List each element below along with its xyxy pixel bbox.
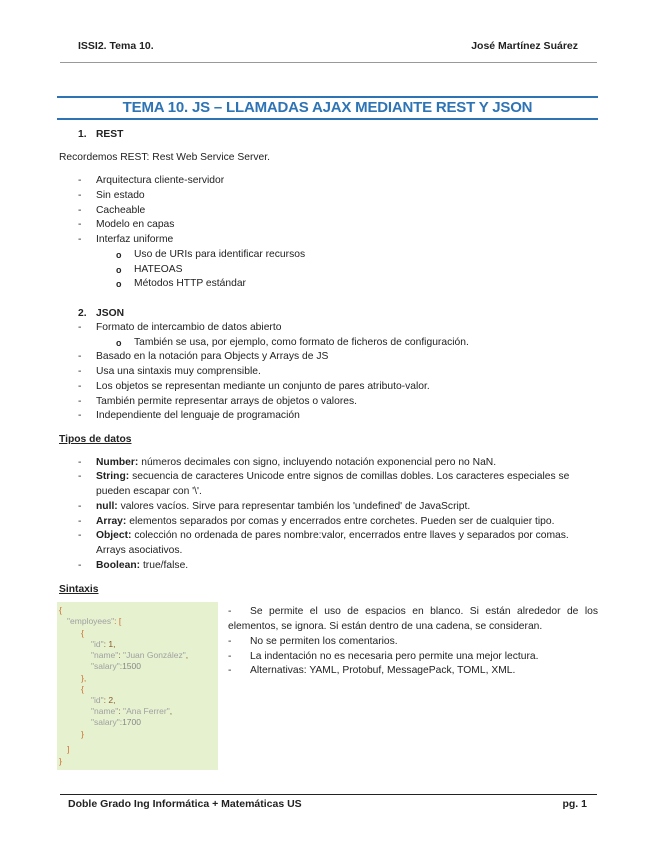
dash-bullet: - [78,351,82,362]
list-item: Interfaz uniforme [96,234,174,245]
footer-left: Doble Grado Ing Informática + Matemáticas US [68,798,302,810]
list-item [96,500,470,515]
type-keyword: null: [96,501,118,512]
code-line: { [81,684,84,694]
code-line: "id": 1, [91,639,116,649]
rest-intro: Recordemos REST: Rest Web Service Server. [59,152,270,163]
code-line: "name": "Juan González", [91,650,189,660]
list-item [96,456,496,471]
list-item-cont: elementos, se ignora. Si están dentro de una cadena, se consideran. [228,621,543,632]
dash-bullet: - [78,322,82,333]
list-item: La indentación no es necesaria pero permite una mejor lectura. [250,651,539,662]
header-right: José Martínez Suárez [471,40,578,52]
circle-bullet: o [116,338,122,348]
circle-bullet: o [116,250,122,260]
section-2-heading: JSON [96,308,125,319]
list-item [96,559,188,574]
list-item [96,470,569,485]
type-desc-cont: Arrays asociativos. [96,545,183,556]
section-1-heading: REST [96,129,124,140]
type-keyword: String: [96,471,130,482]
dash-bullet: - [228,636,232,647]
dash-bullet: - [228,665,232,676]
list-item: Sin estado [96,190,145,201]
section-2-number: 2. [78,308,87,319]
list-item: Modelo en capas [96,219,175,230]
code-line: }, [81,673,87,683]
type-keyword: Boolean: [96,560,141,571]
sintaxis-heading: Sintaxis [59,584,99,595]
dash-bullet: - [78,175,82,186]
type-desc: valores vacíos. Sirve para representar también los 'undefined' de JavaScript. [120,501,471,512]
code-line: } [59,756,62,766]
list-item: Cacheable [96,205,146,216]
list-item: Alternativas: YAML, Protobuf, MessagePack, TOML, XML. [250,665,516,676]
dash-bullet: - [228,606,232,617]
dash-bullet: - [78,530,82,541]
dash-bullet: - [78,471,82,482]
tipos-heading: Tipos de datos [59,434,132,445]
code-line: "salary":1700 [91,717,141,727]
code-line: "employees": [ [67,616,122,626]
dash-bullet: - [228,651,232,662]
list-item: Basado en la notación para Objects y Arrays de JS [96,351,329,362]
code-line: { [59,605,62,615]
list-item: Arquitectura cliente-servidor [96,175,225,186]
page-title: TEMA 10. JS – LLAMADAS AJAX MEDIANTE REST Y JSON [122,99,533,116]
type-desc: true/false. [142,560,189,571]
list-item: Se permite el uso de espacios en blanco. Si están alrededor de los [250,606,598,617]
sub-list-item: Uso de URIs para identificar recursos [134,249,306,260]
dash-bullet: - [78,190,82,201]
list-item: No se permiten los comentarios. [250,636,398,647]
header-divider [60,62,597,63]
dash-bullet: - [78,560,82,571]
footer-divider [60,794,597,795]
sub-list-item: Métodos HTTP estándar [134,278,246,289]
dash-bullet: - [78,234,82,245]
circle-bullet: o [116,265,122,275]
list-item: Los objetos se representan mediante un conjunto de pares atributo-valor. [96,381,430,392]
dash-bullet: - [78,516,82,527]
sub-list-item: También se usa, por ejemplo, como formato de ficheros de configuración. [134,337,469,348]
list-item: Formato de intercambio de datos abierto [96,322,282,333]
type-desc-cont: pueden escapar con '\'. [96,486,202,497]
code-line: "id": 2, [91,695,116,705]
type-keyword: Array: [96,516,127,527]
list-item: También permite representar arrays de objetos o valores. [96,396,357,407]
page-number: pg. 1 [562,798,587,810]
dash-bullet: - [78,501,82,512]
code-line: ] [67,744,70,754]
dash-bullet: - [78,366,82,377]
type-desc: elementos separados por comas y encerrados entre corchetes. Pueden ser de cualquier tipo. [129,516,555,527]
sub-list-item: HATEOAS [134,264,183,275]
dash-bullet: - [78,219,82,230]
json-code-example [57,602,218,770]
list-item: Usa una sintaxis muy comprensible. [96,366,261,377]
dash-bullet: - [78,381,82,392]
list-item [96,529,569,544]
type-desc: colección no ordenada de pares nombre:valor, encerrados entre llaves y separados por comas. [134,530,569,541]
type-keyword: Number: [96,457,139,468]
code-line: { [81,628,84,638]
code-line: "name": "Ana Ferrer", [91,706,173,716]
section-1-number: 1. [78,129,87,140]
list-item [96,515,555,530]
dash-bullet: - [78,410,82,421]
circle-bullet: o [116,279,122,289]
dash-bullet: - [78,396,82,407]
type-keyword: Object: [96,530,132,541]
code-line: } [81,729,84,739]
type-desc: secuencia de caracteres Unicode entre signos de comillas dobles. Los caracteres especiales se [132,471,570,482]
type-desc: números decimales con signo, incluyendo notación exponencial pero no NaN. [141,457,497,468]
dash-bullet: - [78,205,82,216]
list-item: Independiente del lenguaje de programación [96,410,300,421]
code-line: "salary":1500 [91,661,141,671]
header-left: ISSI2. Tema 10. [78,40,154,52]
dash-bullet: - [78,457,82,468]
